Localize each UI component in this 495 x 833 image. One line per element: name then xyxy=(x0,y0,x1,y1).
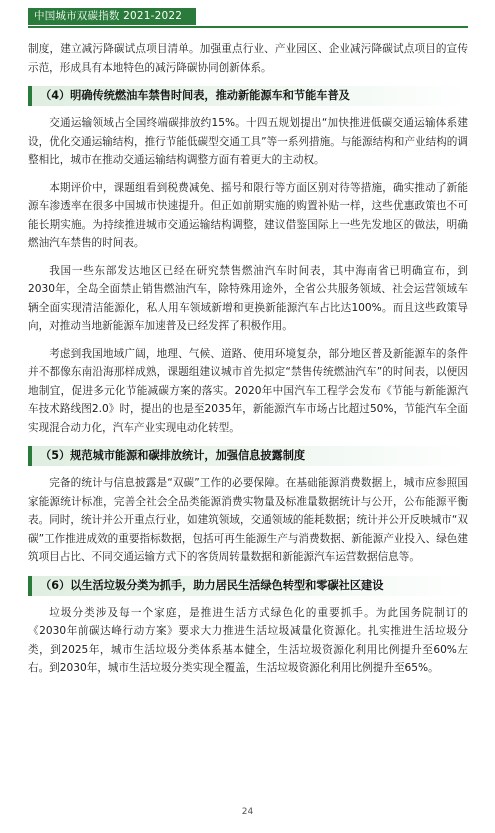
section-6-paragraph-1: 垃圾分类涉及每一个家庭，是推进生活方式绿色化的重要抓手。为此国务院制订的《2030年前碳达峰行动方案》要求大力推进生活垃圾减量化资源化。扎实推进生活垃圾分类，到2025年，城市生活垃圾分类体系基本健全，生活垃圾资源化利用比例提升至60%左右。到2030年，城市生活垃圾分类实现全覆盖，生活垃圾资源化利用比例提升至65%。 xyxy=(28,606,468,674)
section-heading-6: （6）以生活垃圾分类为抓手，助力居民生活绿色转型和零碳社区建设 xyxy=(28,576,468,596)
section-heading-5: （5）规范城市能源和碳排放统计，加强信息披露制度 xyxy=(28,446,468,466)
section-4-paragraph-2: 本期评价中，课题组看到税费减免、摇号和限行等方面区别对待等措施，确实推动了新能源车渗透率在很多中国城市快速提升。但正如前期实施的购置补贴一样，这些优惠政策也不可能长期实施。为持续推进城市交通运输结构调整，建议借鉴国际上一些先发地区的做法，明确燃油汽车禁售的时间表。 xyxy=(28,181,468,249)
intro-paragraph: 制度，建立减污降碳试点项目清单。加强重点行业、产业园区、企业减污降碳试点项目的宣传示范，形成具有本地特色的减污降碳协同创新体系。 xyxy=(28,43,468,74)
section-4-paragraph-4: 考虑到我国地域广阔，地理、气候、道路、使用环境复杂，部分地区普及新能源车的条件并不都像东南沿海那样成熟，课题组建议城市首先拟定“禁售传统燃油汽车”的时间表，以便因地制宜，促进多元化节能减碳方案的落实。2020年中国汽车工程学会发布《节能与新能源汽车技术路线图2.0》时，提出的也是至2035年，新能源汽车市场占比超过50%，节能汽车全面实现混合动力化，汽车产业实现电动化转型。 xyxy=(28,347,468,434)
header-title: 中国城市双碳指数 2021-2022 xyxy=(28,8,196,25)
page-number: 24 xyxy=(241,807,254,817)
header-rule xyxy=(28,26,468,28)
page-content xyxy=(28,40,468,687)
section-5-paragraph-1: 完备的统计与信息披露是“双碳”工作的必要保障。在基础能源消费数据上，城市应参照国家能源统计标准，完善全社会全品类能源消费实物量及标准量数据统计与公开，公布能源平衡表。同时，统计并公开重点行业，如建筑领域，交通领域的能耗数据；统计并公开反映城市“双碳”工作推进成效的重要指标数据，包括可再生能源生产与消费数据、新能源产业投入、绿色建筑项目占比、不同交通运输方式下的客货周转量数据和新能源汽车运营数据信息等。 xyxy=(28,477,468,563)
section-4-paragraph-3: 我国一些东部发达地区已经在研究禁售燃油汽车时间表，其中海南省已明确宣布，到2030年，全岛全面禁止销售燃油汽车，除特殊用途外，全省公共服务领域、社会运营领域车辆全面实现清洁能源化，私人用车领域新增和更换新能源汽车占比达100%。而且这些政策导向，对推动当地新能源车加速普及已经发挥了积极作用。 xyxy=(28,264,468,332)
section-4-paragraph-1: 交通运输领域占全国终端碳排放约15%。十四五规划提出“加快推进低碳交通运输体系建设，优化交通运输结构，推行节能低碳型交通工具”等一系列措施。与能源结构和产业结构的调整相比，城市在推动交通运输结构调整方面有着更大的主动权。 xyxy=(28,117,468,166)
page-header xyxy=(28,6,468,30)
section-heading-4: （4）明确传统燃油车禁售时间表，推动新能源车和节能车普及 xyxy=(28,86,468,106)
